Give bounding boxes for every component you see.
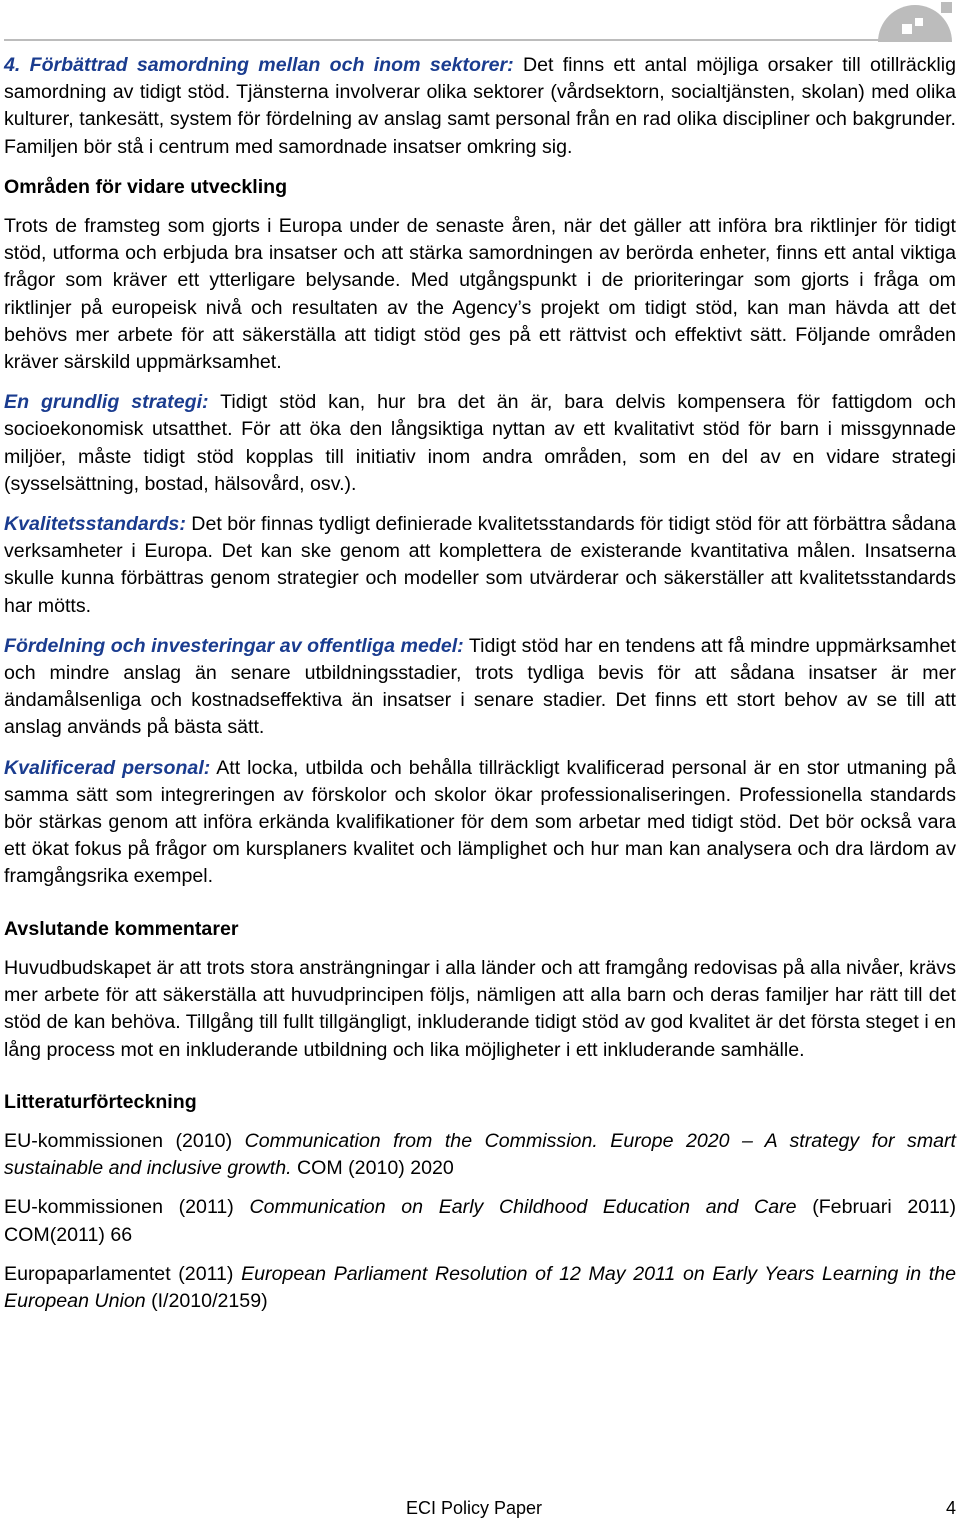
item-lead: Fördelning och investeringar av offentliga medel: bbox=[4, 634, 464, 657]
reference-title: Communication from the Commission. Europe 2020 – A strategy for smart sustainable and inclusive growth. bbox=[4, 1129, 956, 1180]
reference-author: EU-kommissionen (2011) bbox=[4, 1196, 250, 1219]
reference-title: European Parliament Resolution of 12 May 2011 on Early Years Learning in the European Union bbox=[4, 1262, 956, 1312]
item-coordination bbox=[4, 52, 956, 161]
page-footer bbox=[0, 1497, 960, 1519]
reference-item bbox=[4, 1128, 956, 1182]
item-lead: Kvalificerad personal: bbox=[4, 756, 211, 779]
item-text: Det bör finnas tydligt definierade kvalitetsstandards för tidigt stöd för att förbättra sådana verksamheter i Europa. Det kan ske genom att komplettera de existerande kvantitativa målen. Insatserna skulle kunna förbättras genom strategier och modeller som utvärderar och säkerställer att kvalitetsstandards har mötts. bbox=[4, 513, 956, 617]
reference-author: EU-kommissionen (2010) bbox=[4, 1129, 245, 1152]
page-content bbox=[4, 52, 956, 1327]
closing-text: Huvudbudskapet är att trots stora ansträngningar i alla länder och att framgång redovisas på alla nivåer, krävs mer arbete för att säkerställa att huvudprincipen följs, nämligen att alla barn och deras familjer har rätt till det stöd de kan behöva. Tillgång till fullt tillgängligt, inkluderande tidigt stöd av god kvalitet är det första steget i en lång process mot en inkluderande utbildning och lika möjligheter i ett inkluderande samhälle. bbox=[4, 956, 956, 1061]
item-text: Att locka, utbilda och behålla tillräckligt kvalificerad personal är en stor utmaning på samma sätt som integreringen av förskolor och skolor ökar professionaliseringen. Professionella standards bör stärkas genom att införa erkända kvalifikationer för dem som arbetar med tidigt stöd. Det bör också vara ett ökat fokus på frågor om kursplaners kvalitet och lämplighet och hur man kan analysera och dra lärdom av framgångsrika exempel. bbox=[4, 756, 956, 888]
reference-details: (I/2010/2159) bbox=[145, 1289, 268, 1312]
reference-details: (Februari 2011) COM(2011) 66 bbox=[4, 1196, 956, 1246]
item-quality-standards bbox=[4, 511, 956, 620]
reference-item bbox=[4, 1194, 956, 1248]
page-number: 4 bbox=[945, 1498, 956, 1518]
section-heading-closing: Avslutande kommentarer bbox=[4, 917, 239, 940]
footer-label: ECI Policy Paper bbox=[406, 1498, 543, 1518]
item-lead: En grundlig strategi: bbox=[4, 391, 209, 414]
reference-item bbox=[4, 1261, 956, 1315]
section-heading-development: Områden för vidare utveckling bbox=[4, 175, 288, 198]
reference-author: Europaparlamentet (2011) bbox=[4, 1262, 242, 1285]
item-lead: 4. Förbättrad samordning mellan och inom sektorer: bbox=[4, 54, 514, 76]
item-qualified-staff bbox=[4, 755, 956, 891]
item-text: Det finns ett antal möjliga orsaker till otillräcklig samordning av tidigt stöd. Tjänsterna involverar olika sektorer (vårdsektorn, socialtjänsten, skolan) med olika kulturer, tankesätt, system för fördelning av anslag samt personal från en rad olika discipliner och bakgrunder. Familjen bör stå i centrum med samordnade insatser omkring sig. bbox=[4, 54, 956, 158]
header-rule bbox=[4, 39, 896, 41]
section-heading-references: Litteraturförteckning bbox=[4, 1090, 197, 1113]
item-text: Tidigt stöd har en tendens att få mindre uppmärksamhet och mindre anslag än senare utbildningsstadier, trots tydliga bevis för att sådana insatser är mer ändamålsenliga och kostnadseffektiva än insatser i senare stadier. Det finns ett stort behov av se till att anslag används på bästa sätt. bbox=[4, 634, 956, 739]
item-text: Tidigt stöd kan, hur bra det än är, bara delvis kompensera för fattigdom och socioekonomisk utsatthet. För att öka den långsiktiga nyttan av ett kvalitativt stöd för barn i missgynnade miljöer, måste tidigt stöd kopplas till initiativ inom andra områden, som en del av en vidare strategi (sysselsättning, bostad, hälsovård, osv.). bbox=[4, 391, 956, 495]
item-strategy bbox=[4, 389, 956, 498]
item-lead: Kvalitetsstandards: bbox=[4, 513, 186, 536]
item-funding bbox=[4, 633, 956, 742]
reference-details: COM (2010) 2020 bbox=[291, 1157, 454, 1180]
eci-logo-icon bbox=[872, 0, 958, 42]
development-intro: Trots de framsteg som gjorts i Europa under de senaste åren, när det gäller att införa bra riktlinjer för tidigt stöd, utforma och erbjuda bra insatser och att stärka samordningen av berörda enheter, finns ett antal viktiga frågor som kräver ett ytterligare belysande. Med utgångspunkt i de prioriteringar som gjorts i fråga om riktlinjer på europeisk nivå och resultaten av the Agency’s projekt om tidigt stöd, kan man hävda att det behövs mer arbete för att säkerställa att tidigt stöd ges på ett rättvist och effektivt sätt. Följande områden kräver särskild uppmärksamhet. bbox=[4, 215, 956, 374]
reference-title: Communication on Early Childhood Education and Care bbox=[249, 1196, 797, 1219]
